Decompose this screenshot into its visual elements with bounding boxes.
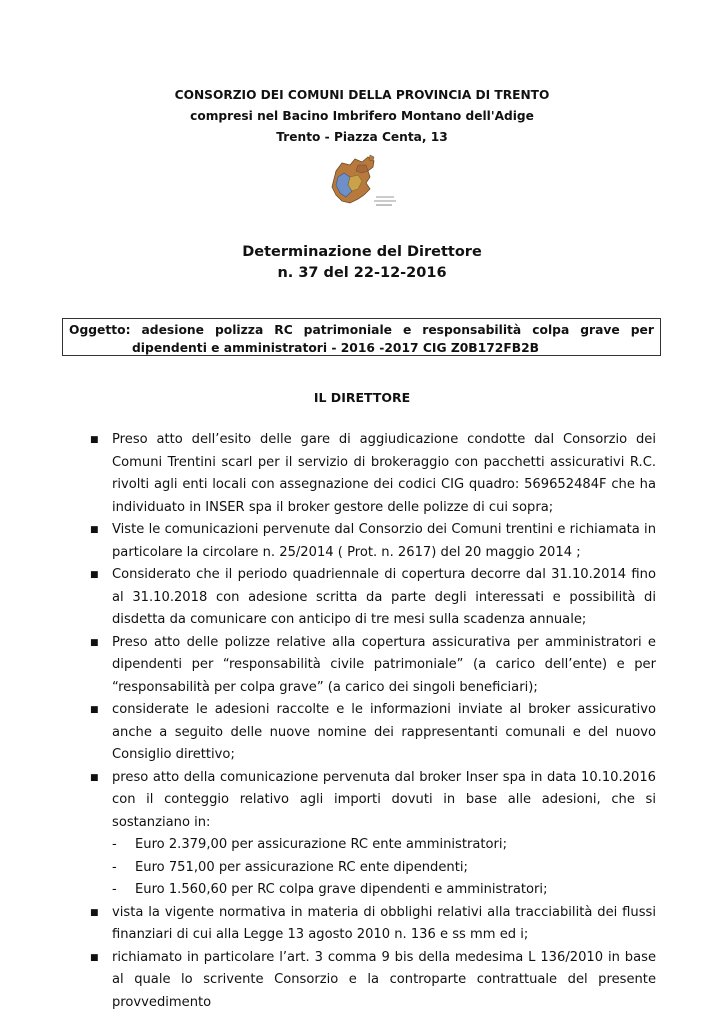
list-item [90, 429, 656, 519]
bullet: ■ [90, 772, 99, 783]
letterhead [0, 85, 724, 148]
bullet: ■ [90, 525, 99, 535]
amount-item-text: Euro 751,00 per assicurazione RC ente dipendenti; [135, 859, 468, 875]
list-item-text: Viste le comunicazioni pervenute dal Consorzio dei Comuni trentini e richiamata in particolare la circolare n. 25/2014 ( Prot. n. 2617) del 20 maggio 2014 ; [112, 522, 656, 560]
bullet: ■ [90, 637, 99, 648]
subject-box [62, 318, 661, 356]
subject-label: Oggetto: [69, 323, 131, 337]
dash: - [112, 859, 117, 875]
document-body [90, 429, 656, 1014]
letterhead-line-1: CONSORZIO DEI COMUNI DELLA PROVINCIA DI TRENTO [174, 88, 550, 102]
subject-line-1 [69, 321, 654, 339]
subject-word: responsabilità [422, 323, 522, 337]
list-item [90, 947, 656, 1015]
bullet: ■ [90, 435, 99, 445]
subject-word: RC [274, 323, 293, 337]
list-item-text: vista la vigente normativa in materia di obblighi relativi alla tracciabilità dei flussi finanziari di cui alla Legge 13 agosto 2010 n. 136 e ss mm ed i; [112, 904, 656, 942]
amount-item [90, 834, 656, 857]
list-item [90, 699, 656, 767]
determination-title [0, 242, 724, 284]
subject-line-2: dipendenti e amministratori - 2016 -2017 CIG Z0B172FB2B [132, 341, 540, 355]
dash: - [112, 882, 117, 897]
title-line-2: n. 37 del 22-12-2016 [277, 265, 447, 281]
amount-item [90, 857, 656, 880]
list-item-text: considerate le adesioni raccolte e le informazioni inviate al broker assicurativo anche a seguito delle nuove nomine dei rappresentanti comunali e del nuovo Consiglio direttivo; [112, 702, 656, 762]
subject-word: patrimoniale [303, 323, 393, 337]
list-item [90, 902, 656, 947]
subject-word: polizza [214, 323, 264, 337]
subject-word: e [402, 323, 412, 337]
letterhead-line-3: Trento - Piazza Centa, 13 [276, 130, 448, 144]
bullet: ■ [90, 907, 99, 918]
list-item-text: Preso atto dell’esito delle gare di aggiudicazione condotte dal Consorzio dei Comuni Trentini scarl per il servizio di brokeraggio con pacchetti assicurativi R.C. rivolti agli enti locali con assegnazione dei codici CIG quadro: 569652484F che ha individuato in INSER spa il broker gestore delle polizze di cui sopra; [112, 432, 656, 515]
list-item [90, 767, 656, 835]
list-item-text: Considerato che il periodo quadriennale di copertura decorre dal 31.10.2014 fino al 31.10.2018 con adesione scritta da parte degli interessati e possibilità di disdetta da comunicare con anticipo di tre mesi sulla scadenza annuale; [112, 567, 656, 627]
amount-item [90, 879, 656, 902]
title-line-1: Determinazione del Direttore [242, 244, 482, 260]
list-item [90, 632, 656, 700]
subject-word: grave [580, 323, 620, 337]
amount-item-text: Euro 1.560,60 per RC colpa grave dipendenti e amministratori; [135, 882, 548, 897]
section-title: IL DIRETTORE [313, 390, 411, 405]
bullet: ■ [90, 952, 99, 963]
amount-item-text: Euro 2.379,00 per assicurazione RC ente amministratori; [135, 837, 507, 852]
bullet: ■ [90, 705, 99, 715]
bullet: ■ [90, 570, 99, 580]
consortium-map-logo [328, 153, 400, 215]
list-item-text: preso atto della comunicazione pervenuta dal broker Inser spa in data 10.10.2016 con il conteggio relativo agli importi dovuti in base alle adesioni, che si sostanziano in: [112, 769, 656, 830]
list-item-text: richiamato in particolare l’art. 3 comma 9 bis della medesima L 136/2010 in base al quale lo scrivente Consorzio e la controparte contrattuale del presente provvedimento [112, 949, 656, 1010]
subject-word: adesione [141, 323, 205, 337]
subject-word: per [630, 323, 654, 337]
dash: - [112, 837, 117, 852]
letterhead-line-2: compresi nel Bacino Imbrifero Montano dell'Adige [190, 109, 534, 123]
subject-word: colpa [532, 323, 570, 337]
list-item [90, 519, 656, 564]
list-item [90, 564, 656, 632]
list-item-text: Preso atto delle polizze relative alla copertura assicurativa per amministratori e dipendenti per “responsabilità civile patrimoniale” (a carico dell’ente) e per “responsabilità per colpa grave” (a carico dei singoli beneficiari); [112, 634, 656, 695]
